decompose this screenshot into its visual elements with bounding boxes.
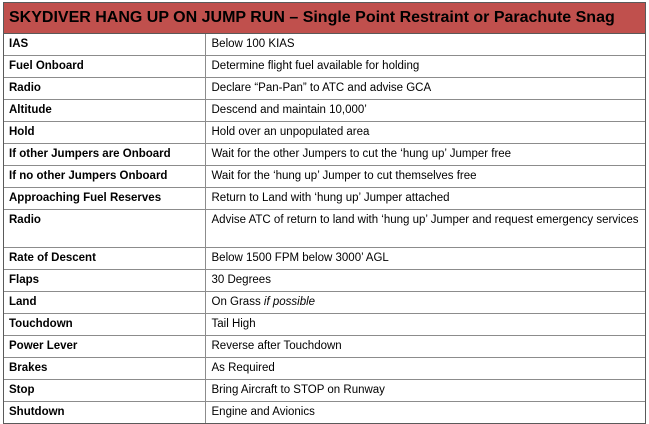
table-row xyxy=(4,100,645,122)
row-value: As Required xyxy=(205,358,645,380)
row-value: 30 Degrees xyxy=(205,270,645,292)
table-row xyxy=(4,144,645,166)
row-value xyxy=(205,292,645,314)
row-label: Fuel Onboard xyxy=(4,56,205,78)
table-row xyxy=(4,336,645,358)
row-value: Tail High xyxy=(205,314,645,336)
row-value: Below 1500 FPM below 3000’ AGL xyxy=(205,248,645,270)
row-value-text: On Grass xyxy=(211,296,264,308)
checklist-title: SKYDIVER HANG UP ON JUMP RUN – Single Point Restraint or Parachute Snag xyxy=(4,3,645,34)
row-value: Wait for the other Jumpers to cut the ‘hung up’ Jumper free xyxy=(205,144,645,166)
row-label: Flaps xyxy=(4,270,205,292)
row-label: Brakes xyxy=(4,358,205,380)
row-value: Hold over an unpopulated area xyxy=(205,122,645,144)
checklist-grid xyxy=(4,34,645,423)
table-row xyxy=(4,314,645,336)
table-row xyxy=(4,270,645,292)
row-value: Below 100 KIAS xyxy=(205,34,645,56)
table-row xyxy=(4,358,645,380)
row-value-italic: if possible xyxy=(263,296,316,308)
row-label: If other Jumpers are Onboard xyxy=(4,144,205,166)
row-label: Stop xyxy=(4,380,205,402)
table-row xyxy=(4,292,645,314)
table-row xyxy=(4,402,645,424)
row-value: Determine flight fuel available for holding xyxy=(205,56,645,78)
row-label: Land xyxy=(4,292,205,314)
row-label: Power Lever xyxy=(4,336,205,358)
table-row xyxy=(4,248,645,270)
table-row xyxy=(4,380,645,402)
row-label: Radio xyxy=(4,78,205,100)
row-value: Engine and Avionics xyxy=(205,402,645,424)
row-value: Return to Land with ‘hung up’ Jumper attached xyxy=(205,188,645,210)
row-value: Wait for the ‘hung up’ Jumper to cut themselves free xyxy=(205,166,645,188)
row-label: Altitude xyxy=(4,100,205,122)
table-row xyxy=(4,166,645,188)
row-value: Advise ATC of return to land with ‘hung up’ Jumper and request emergency services xyxy=(205,210,645,248)
table-row xyxy=(4,210,645,248)
row-value: Bring Aircraft to STOP on Runway xyxy=(205,380,645,402)
row-label: Hold xyxy=(4,122,205,144)
row-label: Approaching Fuel Reserves xyxy=(4,188,205,210)
row-value: Declare “Pan-Pan” to ATC and advise GCA xyxy=(205,78,645,100)
row-label: IAS xyxy=(4,34,205,56)
row-label: Shutdown xyxy=(4,402,205,424)
table-row xyxy=(4,188,645,210)
row-value: Reverse after Touchdown xyxy=(205,336,645,358)
row-label: Rate of Descent xyxy=(4,248,205,270)
table-row xyxy=(4,122,645,144)
row-value: Descend and maintain 10,000’ xyxy=(205,100,645,122)
checklist-table xyxy=(3,2,646,424)
table-row xyxy=(4,34,645,56)
row-label: Radio xyxy=(4,210,205,248)
table-row xyxy=(4,78,645,100)
row-label: Touchdown xyxy=(4,314,205,336)
row-label: If no other Jumpers Onboard xyxy=(4,166,205,188)
table-row xyxy=(4,56,645,78)
